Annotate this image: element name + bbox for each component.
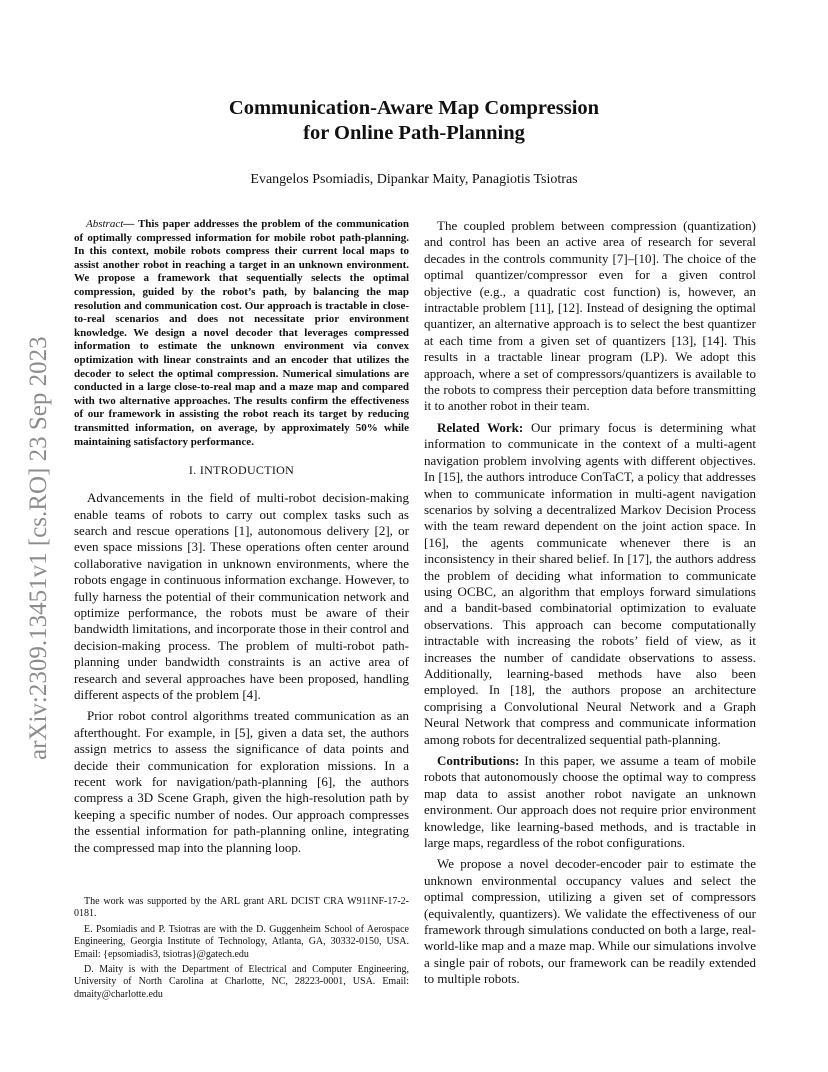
- paragraph-text: We propose a novel decoder-encoder pair to estimate the unknown environmental occupancy values and select the optimal compression, utilizing a given set of compressors (equivalently, quantizers). We validate the effectiveness of our framework through simulations conducted on both a large, real-world-like map and a maze map. While our simulations involve a single pair of robots, our framework can be readily extended to multiple robots.: [424, 856, 756, 987]
- left-column: [74, 218, 409, 861]
- footnote-affiliation-1: E. Psomiadis and P. Tsiotras are with the D. Guggenheim School of Aerospace Engineering, Georgia Institute of Technology, Atlanta, GA, 30332-0150, USA. Email: {epsomiadis3, tsiotras}@gatech.edu: [74, 923, 409, 960]
- author-list: Evangelos Psomiadis, Dipankar Maity, Panagiotis Tsiotras: [250, 172, 578, 187]
- paragraph-related-work: [424, 420, 756, 748]
- footnote-affiliation-2: D. Maity is with the Department of Electrical and Computer Engineering, University of North Carolina at Charlotte, NC, 28223-0001, USA. Email: dmaity@charlotte.edu: [74, 964, 409, 1000]
- abstract: [74, 218, 409, 449]
- abstract-text: — This paper addresses the problem of the communication of optimally compressed information for mobile robot path-planning. In this context, mobile robots compress their current local maps to assist another robot in reaching a target in an unknown environment. We propose a framework that sequentially selects the optimal compression, guided by the robot’s path, by balancing the map resolution and communication cost. Our approach is tractable in close-to-real scenarios and does not necessitate prior environment knowledge. We design a novel decoder that leverages compressed information to estimate the unknown environment via convex optimization with linear constraints and an encoder that utilizes the decoder to select the optimal compression. Numerical simulations are conducted in a large close-to-real map and a maze map and compared with two alternative approaches. The results confirm the effectiveness of our framework in assisting the robot reach its target by reducing transmitted information, on average, by approximately 50% while maintaining satisfactory performance.: [74, 218, 409, 448]
- paragraph-contributions: [424, 753, 756, 851]
- paragraph-lead-contributions: Contributions:: [437, 753, 520, 768]
- arxiv-identifier: arXiv:2309.13451v1 [cs.RO] 23 Sep 2023: [25, 336, 52, 760]
- abstract-label: Abstract: [86, 218, 124, 230]
- intro-paragraph-1: Advancements in the field of multi-robot decision-making enable teams of robots to carry out complex tasks such as search and rescue operations [1], autonomous delivery [2], or even space missions [3]. These operations often center around collaborative navigation in unknown environments, where the robots engage in continuous information exchange. However, to fully harness the potential of their communication network and optimize performance, the robots must be aware of their bandwidth limitations, and incorporate those in their control and decision-making process. The problem of multi-robot path-planning under bandwidth constraints is an active area of research and several approaches have been proposed, handling different aspects of the problem [4].: [74, 490, 409, 702]
- footnote-funding: The work was supported by the ARL grant ARL DCIST CRA W911NF-17-2-0181.: [74, 896, 409, 920]
- paragraph-proposal: [424, 856, 756, 987]
- paragraph-text: The coupled problem between compression (quantization) and control has been an active area of research for several decades in the controls community [7]–[10]. The choice of the optimal quantizer/compressor even for a given control objective (e.g., a quadratic cost function) is, however, an intractable problem [11], [12]. Instead of designing the optimal quantizer, an alternative approach is to select the best quantizer at each time from a given set of quantizers [13], [14]. This results in a tractable linear program (LP). We adopt this approach, where a set of compressors/quantizers is available to the robots to compress their perception data before transmitting it to another robot in their team.: [424, 218, 756, 414]
- paragraph-compression-control: [424, 218, 756, 415]
- paragraph-text: In this paper, we assume a team of mobile robots that autonomously choose the optimal way to compress map data to assist another robot navigate an unknown environment. Our approach does not require prior environment knowledge, like learning-based methods, and is tractable in large maps, regardless of the robot configurations.: [424, 753, 756, 851]
- intro-paragraph-2: Prior robot control algorithms treated communication as an afterthought. For example, in [5], given a data set, the authors assign metrics to assess the significance of data points and decide their communication for exploration missions. In a recent work for navigation/path-planning [6], the authors compress a 3D Scene Graph, given the high-resolution path by keeping a specific number of nodes. Our approach compresses the essential information for path-planning online, integrating the compressed map into the planning loop.: [74, 708, 409, 855]
- section-heading-introduction: I. INTRODUCTION: [188, 463, 295, 478]
- footnotes: [74, 896, 409, 1004]
- right-column: [424, 218, 756, 993]
- title-line-1: Communication-Aware Map Compression: [228, 97, 600, 119]
- paper-title: [0, 96, 828, 146]
- paragraph-lead-related-work: Related Work:: [437, 419, 524, 435]
- paragraph-text: Our primary focus is determining what information to communicate in the context of a multi-agent navigation problem involving agents with different objectives. In [15], the authors introduce ConTaCT, a policy that addresses when to communicate information in multi-agent navigation scenarios by solving a decentralized Markov Decision Process with the team reward dependent on the joint action space. In [16], the agents communicate whenever there is an inconsistency in their shared belief. In [17], the authors address the problem of deciding what information to communicate using OCBC, an algorithm that employs forward simulations and a bandit-based combinatorial optimization to evaluate observations. This approach can become computationally intractable with increasing the robots’ field of view, as it increases the number of candidate observations to assess. Additionally, learning-based methods have also been employed. In [18], the authors propose an architecture comprising a Convolutional Neural Network and a Graph Neural Network that compress and communicate information among robots for decentralized sequential path-planning.: [424, 419, 756, 747]
- title-line-2: for Online Path-Planning: [303, 122, 525, 144]
